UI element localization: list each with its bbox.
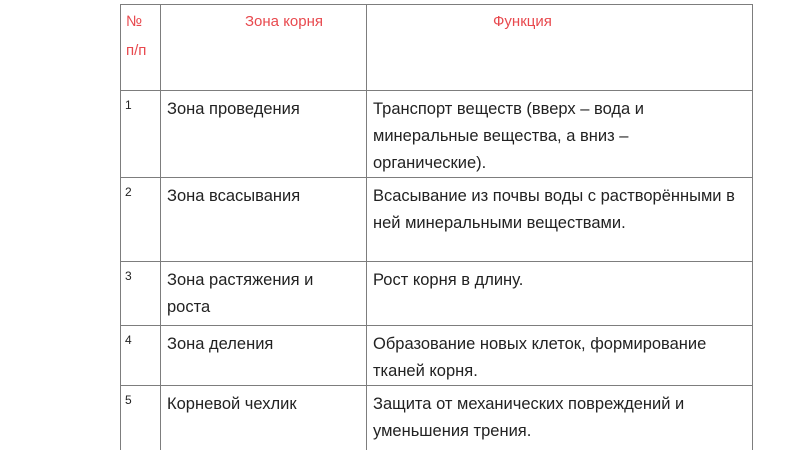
row-zone: Зона проведения — [161, 91, 367, 178]
row-function: Образование новых клеток, формирование тканей корня. — [367, 326, 753, 386]
table-row — [121, 326, 753, 386]
table-row — [121, 386, 753, 450]
row-function: Рост корня в длину. — [367, 262, 753, 326]
row-zone: Зона растяжения и роста — [161, 262, 367, 326]
row-number: 2 — [121, 178, 161, 262]
row-function: Всасывание из почвы воды с растворёнными в ней минеральными веществами. — [367, 178, 753, 262]
row-function: Защита от механических повреждений и уменьшения трения. — [367, 386, 753, 450]
table-row — [121, 178, 753, 262]
row-number: 5 — [121, 386, 161, 450]
row-zone: Зона всасывания — [161, 178, 367, 262]
table-row — [121, 262, 753, 326]
root-zones-table — [120, 4, 753, 450]
table-row — [121, 91, 753, 178]
row-number: 1 — [121, 91, 161, 178]
header-number: № п/п — [121, 5, 161, 91]
header-function: Функция — [367, 5, 753, 91]
row-number: 4 — [121, 326, 161, 386]
row-number: 3 — [121, 262, 161, 326]
row-zone: Корневой чехлик — [161, 386, 367, 450]
row-function: Транспорт веществ (вверх – вода и минеральные вещества, а вниз – органические). — [367, 91, 753, 178]
header-zone: Зона корня — [161, 5, 367, 91]
row-zone: Зона деления — [161, 326, 367, 386]
header-row — [121, 5, 753, 91]
